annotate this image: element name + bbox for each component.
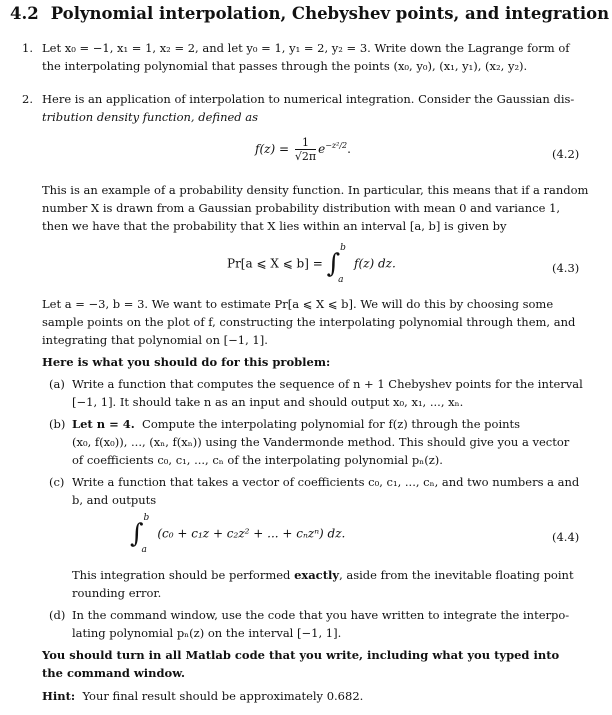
eq-4-2-fraction xyxy=(295,136,316,163)
equation-4-4 xyxy=(130,513,346,555)
turn-in-line-2: the command window. xyxy=(42,666,185,680)
hint-text: Your final result should be approximately 0.682. xyxy=(82,689,364,703)
sub-c-after-line-1 xyxy=(72,566,574,584)
eq-4-3-integrand: f(z) dz. xyxy=(354,256,396,271)
sub-b-line-2: (x₀, f(x₀)), ..., (xₙ, f(xₙ)) using the Vandermonde method. This should give you a vector xyxy=(72,435,570,449)
eq-4-2-lhs: f(z) = xyxy=(255,142,289,156)
eq-4-4-tag: (4.4) xyxy=(552,530,580,544)
sub-a-line-2: [−1, 1]. It should take n as an input and should output x₀, x₁, ..., xₙ. xyxy=(72,395,464,409)
sub-b-line-1-text: Compute the interpolating polynomial for f(z) through the points xyxy=(142,417,521,431)
eq-4-3-upper: b xyxy=(340,243,346,253)
sub-c-line-1: Write a function that takes a vector of coefficients c₀, c₁, ..., cₙ, and two numbers a and xyxy=(72,475,580,489)
sub-c-line-2: b, and outputs xyxy=(72,493,157,507)
sub-c-marker: (c) xyxy=(49,475,65,489)
sub-d-marker: (d) xyxy=(49,608,66,622)
item-2-intro-line-1: Here is an application of interpolation to numerical integration. Consider the Gaussian dis- xyxy=(42,92,575,106)
eq-4-2-denominator: √2π xyxy=(294,150,317,163)
item-2-marker: 2. xyxy=(22,92,33,106)
integral-sign: ∫ xyxy=(326,249,341,279)
sub-a-marker: (a) xyxy=(49,377,65,391)
sub-b-lead: Let n = 4. xyxy=(72,417,135,431)
eq-4-2-numerator: 1 xyxy=(295,136,316,150)
sub-b-line-3: of coefficients c₀, c₁, ..., cₙ of the interpolating polynomial pₙ(z). xyxy=(72,453,443,467)
hint-line xyxy=(42,687,363,705)
pdf-line-2: number X is drawn from a Gaussian probability distribution with mean 0 and variance 1, xyxy=(42,201,561,215)
sub-a-line-1: Write a function that computes the sequence of n + 1 Chebyshev points for the interval xyxy=(72,377,583,391)
eq-4-3-tag: (4.3) xyxy=(552,261,580,275)
equation-4-2 xyxy=(255,136,351,163)
sub-d-line-1: In the command window, use the code that you have written to integrate the interpo- xyxy=(72,608,570,622)
eq-4-4-lower: a xyxy=(141,545,147,555)
turn-in-line-1: You should turn in all Matlab code that you write, including what you typed into xyxy=(42,648,560,662)
eq-4-2-exp-base: e xyxy=(318,142,326,156)
eq-4-3-lhs: Pr[a ⩽ X ⩽ b] = xyxy=(227,256,323,271)
sub-c-after-line-2: rounding error. xyxy=(72,586,162,600)
sub-c-after-post: , aside from the inevitable floating point xyxy=(339,568,574,582)
eq-4-4-limits xyxy=(141,513,154,555)
sub-d-line-2: lating polynomial pₙ(z) on the interval [−1, 1]. xyxy=(72,626,342,640)
sub-b-line-1 xyxy=(72,415,520,433)
equation-4-3 xyxy=(227,243,396,285)
sub-c-after-pre: This integration should be performed xyxy=(72,568,291,582)
section-title: Polynomial interpolation, Chebyshev points, and integration xyxy=(50,4,610,23)
item-2-intro-line-2: tribution density function, defined as xyxy=(42,110,259,124)
eq-4-4-integrand: (c₀ + c₁z + c₂z² + ... + cₙzⁿ) dz. xyxy=(157,526,346,541)
estimate-line-3: integrating that polynomial on [−1, 1]. xyxy=(42,333,268,347)
sub-b-marker: (b) xyxy=(49,417,66,431)
pdf-line-1: This is an example of a probability density function. In particular, this means that if a random xyxy=(42,183,589,197)
sub-c-exactly: exactly xyxy=(294,568,340,582)
eq-4-3-limits xyxy=(338,243,350,285)
pdf-line-3: then we have that the probability that X lies within an interval [a, b] is given by xyxy=(42,219,507,233)
eq-4-4-upper: b xyxy=(143,513,150,523)
integral-sign-2: ∫ xyxy=(130,519,144,549)
estimate-line-2: sample points on the plot of f, constructing the interpolating polynomial through them, and xyxy=(42,315,576,329)
item-1-line-1: Let x₀ = −1, x₁ = 1, x₂ = 2, and let y₀ = 1, y₁ = 2, y₂ = 3. Write down the Lagrange form of xyxy=(42,41,570,55)
task-heading: Here is what you should do for this problem: xyxy=(42,355,331,369)
eq-4-2-exponent: −z²/2 xyxy=(325,141,348,150)
section-number: 4.2 xyxy=(10,4,39,23)
section-heading xyxy=(10,4,609,23)
hint-label: Hint: xyxy=(42,689,76,703)
item-1-marker: 1. xyxy=(22,41,33,55)
eq-4-2-period: . xyxy=(347,142,351,156)
item-1-line-2: the interpolating polynomial that passes through the points (x₀, y₀), (x₁, y₁), (x₂, y₂). xyxy=(42,59,528,73)
eq-4-3-lower: a xyxy=(338,275,344,285)
eq-4-2-tag: (4.2) xyxy=(552,147,580,161)
estimate-line-1: Let a = −3, b = 3. We want to estimate Pr[a ⩽ X ⩽ b]. We will do this by choosing some xyxy=(42,297,554,311)
